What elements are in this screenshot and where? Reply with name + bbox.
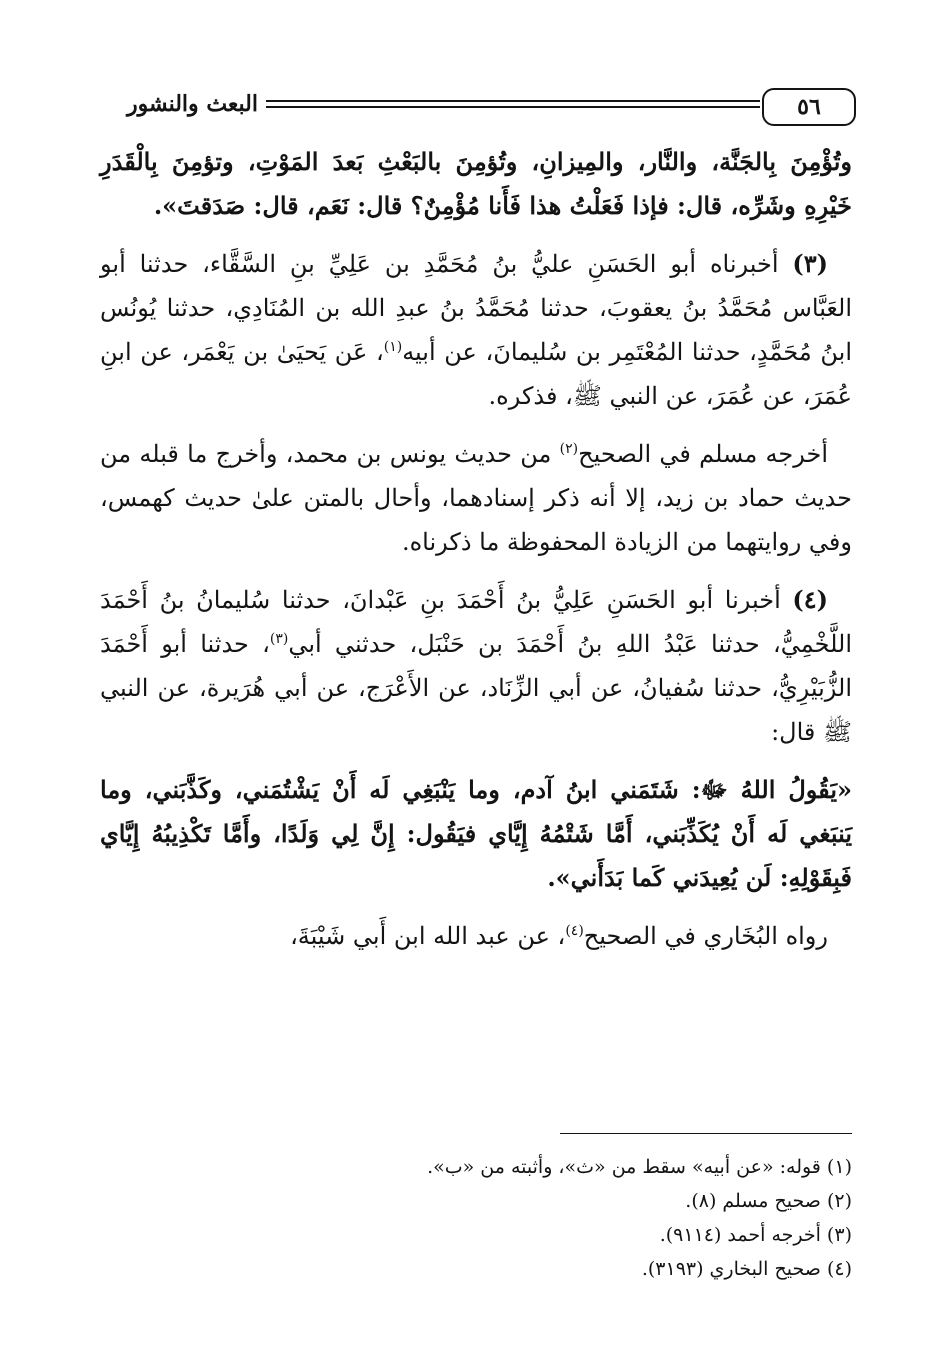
page-number: ٥٦ (762, 88, 856, 126)
hadith-continuation: وتُؤْمِنَ بِالجَنَّة، والنَّار، والمِيزانِ، وتُؤمِنَ بالبَعْثِ بَعدَ المَوْتِ، وتؤمِنَ بِالْقَدَرِ خَيْرِهِ وشَرِّه، قال: فإذا فَعَلْتُ هذا فَأَنا مُؤْمِنٌ؟ قال: نَعَم، قال: صَدَقتَ». (100, 147, 852, 220)
hadith-matn: «يَقُولُ اللهُ ﷻ: شَتَمَني ابنُ آدم، وما يَنْبَغِي لَه أَنْ يَشْتُمَني، وكَذَّبَني، وما يَنبَغي لَه أَنْ يُكَذِّبَني، أَمَّا شَتْمُهُ إِيَّاي فيَقُول: إِنَّ لِي وَلَدًا، وأَمَّا تَكْذِيبُهُ إِيَّاي فَبِقَوْلِهِ: لَن يُعِيدَني كَما بَدَأَني». (100, 775, 852, 892)
paragraph-text: أخبرناه أبو الحَسَنِ عليُّ بنُ مُحَمَّدِ بن عَلِيِّ بنِ السَّقَّاء، حدثنا أبو العَبَّاس مُحَمَّدُ بنُ يعقوبَ، حدثنا مُحَمَّدُ بنُ عبدِ الله بن المُنَادِي، حدثنا يُونُس ابنُ مُحَمَّدٍ، حدثنا المُعْتَمِر بن سُليمانَ، عن أبيه (100, 250, 852, 366)
paragraph-text: رواه البُخَاري في الصحيح (583, 922, 828, 950)
footnote-2: (٢) صحيح مسلم (٨). (685, 1190, 852, 1212)
footnote-ref: (١) (383, 339, 403, 355)
isnad-paragraph-4 (100, 578, 852, 754)
footnotes (100, 1150, 852, 1286)
paragraph-text: من حديث يونس بن محمد، وأخرج ما قبله من حديث حماد بن زيد، إلا أنه ذكر إسنادهما، وأحال بالمتن علىٰ حديث كهمس، وفي روايتهما من الزيادة المحفوظة ما ذكرناه. (100, 440, 852, 556)
hadith-number: (٤) (792, 585, 828, 614)
footnote-ref: (٢) (559, 441, 579, 457)
paragraph-text: ، حدثنا أبو أَحْمَدَ الزُّبَيْرِيُّ، حدثنا سُفيانُ، عن أبي الزِّنَاد، عن الأَعْرَج، عن أبي هُرَيرة، عن النبي ﷺ قال: (100, 630, 852, 746)
main-text (100, 140, 852, 972)
paragraph-text: أخرجه مسلم في الصحيح (578, 440, 829, 468)
paragraph-text: أخبرنا أبو الحَسَنِ عَلِيُّ بنُ أَحْمَدَ بنِ عَبْدانَ، حدثنا سُليمانُ بنُ أَحْمَدَ اللَّخْمِيُّ، حدثنا عَبْدُ اللهِ بنُ أَحْمَدَ بن حَنْبَل، حدثني أبي (100, 586, 853, 658)
footnote-separator (560, 1133, 852, 1134)
takhrij-paragraph (100, 432, 852, 564)
header-rule (266, 100, 760, 108)
riwaya-paragraph (100, 914, 852, 958)
paragraph-text: ، عَن يَحيَىٰ بن يَعْمَر، عن ابنِ عُمَرَ، عن عُمَرَ، عن النبي ﷺ، فذكره. (100, 338, 852, 410)
paragraph-text: ، عن عبد الله ابن أَبي شَيْبَةَ، (290, 922, 566, 950)
hadith-number: (٣) (792, 249, 828, 278)
footnote-1: (١) قوله: «عن أبيه» سقط من «ث»، وأثبته من «ب». (427, 1156, 852, 1178)
footnote-3: (٣) أخرجه أحمد (٩١١٤). (659, 1224, 852, 1246)
running-title: البعث والنشور (126, 91, 258, 117)
footnote-4: (٤) صحيح البخاري (٣١٩٣). (641, 1258, 852, 1280)
footnote-ref: (٤) (565, 923, 584, 939)
footnote-ref: (٣) (269, 631, 289, 647)
page-header (96, 88, 856, 128)
isnad-paragraph-3 (100, 242, 852, 418)
